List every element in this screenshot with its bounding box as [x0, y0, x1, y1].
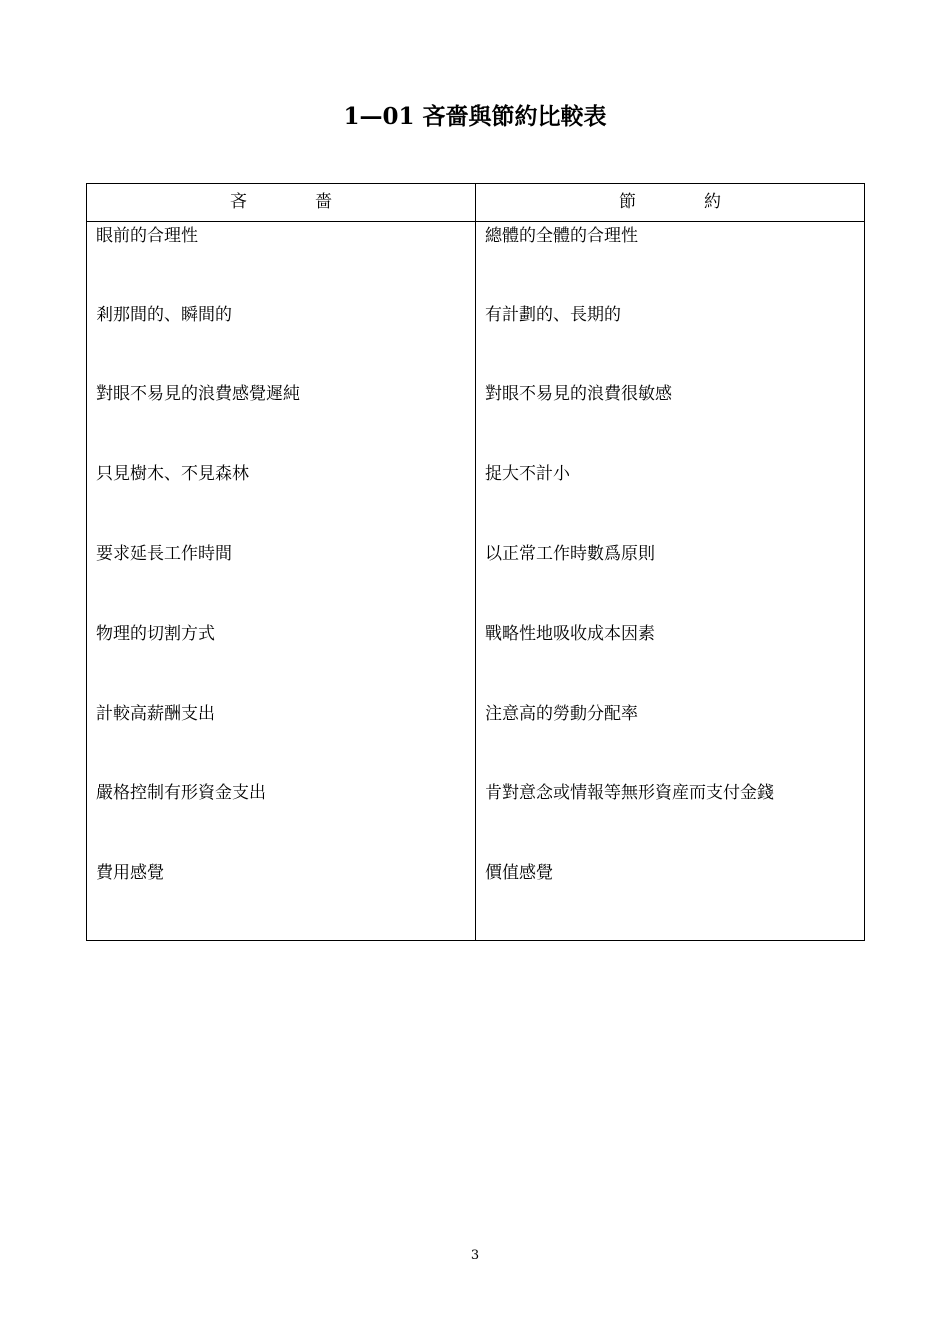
table-cell-thrifty: 戰略性地吸收成本因素 [485, 624, 655, 644]
table-cell-stingy: 只見樹木、不見森林 [96, 464, 249, 484]
table-cell-thrifty: 價值感覺 [485, 863, 553, 883]
header-thrifty: 節 約 [619, 192, 721, 212]
table-cell-stingy: 剎那間的、瞬間的 [96, 305, 232, 325]
table-cell-stingy: 對眼不易見的浪費感覺遲純 [96, 384, 300, 404]
table-cell-thrifty: 以正常工作時數爲原則 [485, 544, 655, 564]
table-cell-thrifty: 肯對意念或情報等無形資産而支付金錢 [485, 783, 774, 803]
table-cell-thrifty: 捉大不計小 [485, 464, 570, 484]
column-divider [475, 184, 476, 940]
table-cell-stingy: 要求延長工作時間 [96, 544, 232, 564]
table-cell-stingy: 眼前的合理性 [96, 226, 198, 246]
comparison-table [86, 183, 865, 941]
table-cell-thrifty: 注意高的勞動分配率 [485, 704, 638, 724]
table-cell-stingy: 費用感覺 [96, 863, 164, 883]
header-stingy: 吝 嗇 [230, 192, 332, 212]
page-title: 1—01 吝嗇與節約比較表 [343, 103, 607, 130]
table-cell-stingy: 計較高薪酬支出 [96, 704, 215, 724]
table-cell-stingy: 物理的切割方式 [96, 624, 215, 644]
page-number: 3 [470, 1248, 480, 1263]
table-cell-thrifty: 總體的全體的合理性 [485, 226, 638, 246]
table-cell-stingy: 嚴格控制有形資金支出 [96, 783, 266, 803]
table-cell-thrifty: 有計劃的、長期的 [485, 305, 621, 325]
table-cell-thrifty: 對眼不易見的浪費很敏感 [485, 384, 672, 404]
